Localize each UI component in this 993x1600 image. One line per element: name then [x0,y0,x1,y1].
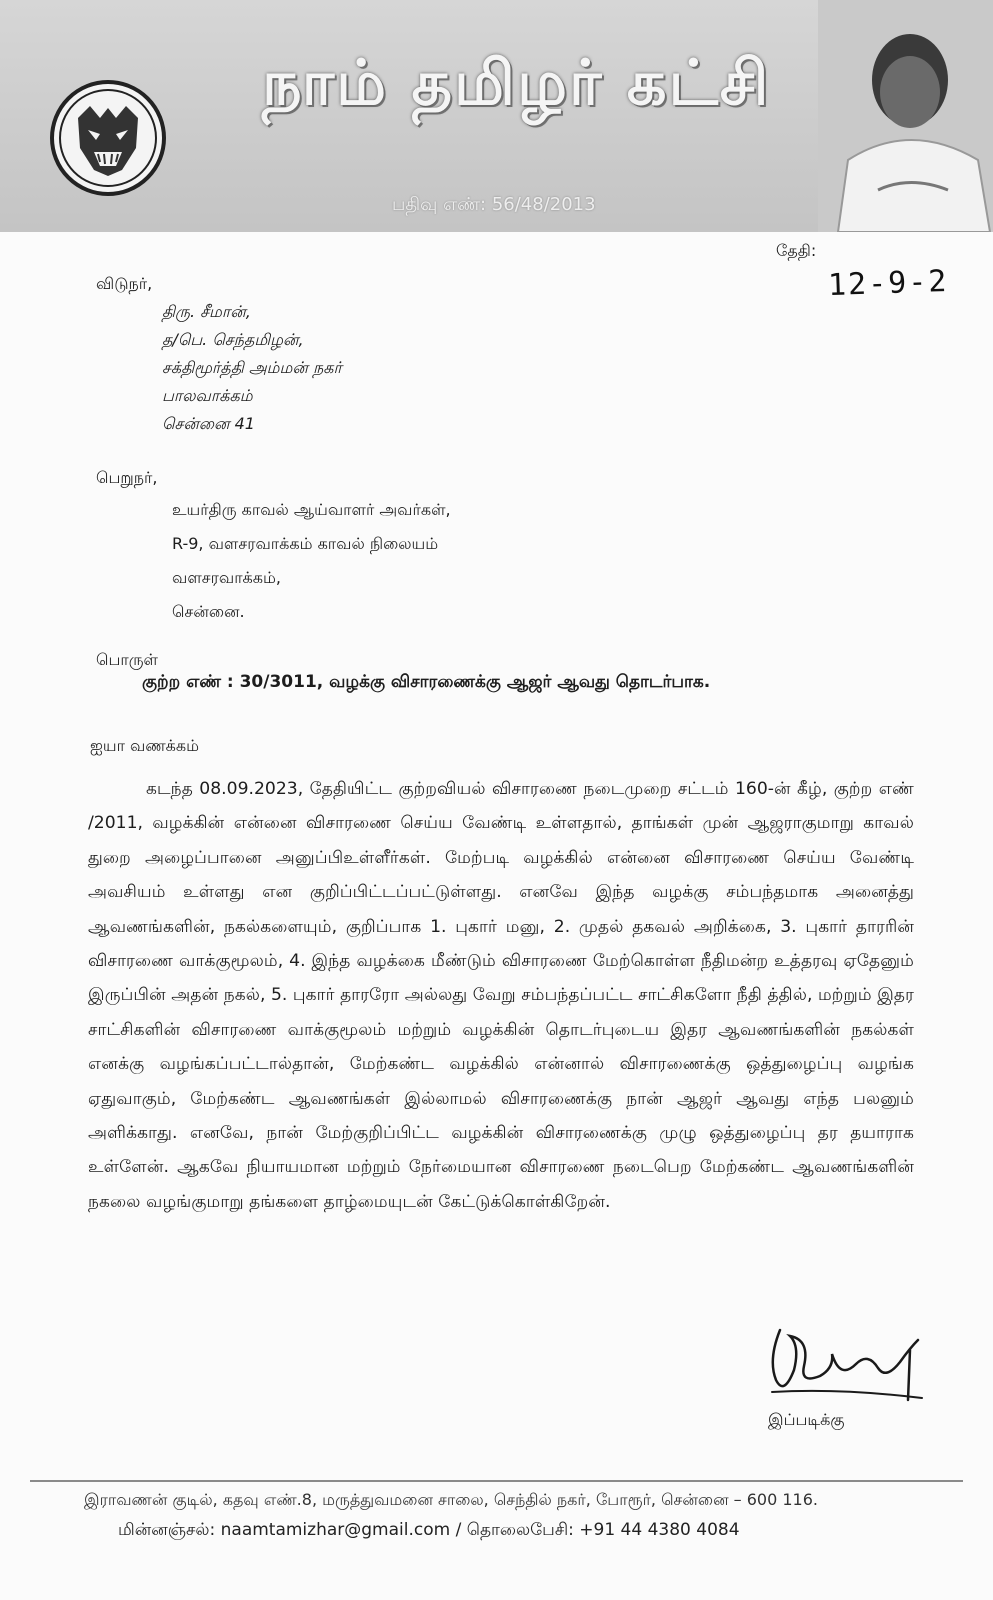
letterhead-banner [0,0,993,232]
sender-line: சென்னை 41 [162,414,255,433]
recipient-line: சென்னை. [172,602,245,621]
sender-line: திரு. சீமான், [162,302,251,321]
subject-text: குற்ற எண் : 30/3011, வழக்கு விசாரணைக்கு ஆஜர் ஆவது தொடர்பாக. [142,672,711,692]
date-label: தேதி: [776,241,817,260]
sender-label: விடுநர், [96,274,153,293]
leader-photo-icon [818,0,993,232]
sender-line: சக்திமூர்த்தி அம்மன் நகர் [162,358,342,377]
sender-address [162,298,342,438]
salutation: ஐயா வணக்கம் [90,736,200,755]
footer-address: இராவணன் குடில், கதவு எண்.8, மருத்துவமனை சாலை, செந்தில் நகர், போரூர், சென்னை – 600 116. [84,1490,818,1509]
sender-line: த/பெ. செந்தமிழன், [162,330,304,349]
recipient-line: R-9, வளசரவாக்கம் காவல் நிலையம் [172,534,439,553]
footer-divider [30,1480,963,1482]
letter-body: கடந்த 08.09.2023, தேதியிட்ட குற்றவியல் விசாரணை நடைமுறை சட்டம் 160-ன் கீழ், குற்ற எண் /2011, வழக்கின் என்னை விசாரணை செய்ய வேண்டி உள்ளதால், தாங்கள் முன் ஆஜராகுமாறு காவல் துறை அழைப்பானை அனுப்பிஉள்ளீர்கள். மேற்படி வழக்கில் என்னை விசாரணை செய்ய வேண்டி அவசியம் உள்ளது என குறிப்பிட்டப்பட்டுள்ளது. எனவே இந்த வழக்கு சம்பந்தமாக அனைத்து ஆவணங்களின், நகல்களையும், குறிப்பாக 1. புகார் மனு, 2. முதல் தகவல் அறிக்கை, 3. புகார் தாரரின் விசாரணை வாக்குமூலம், 4. இந்த வழக்கை மீண்டும் விசாரணை மேற்கொள்ள நீதிமன்ற உத்தரவு ஏதேனும் இருப்பின் அதன் நகல், 5. புகார் தாரரோ அல்லது வேறு சம்பந்தப்பட்ட சாட்சிகளோ நீதி த்தில், மற்றும் இதர சாட்சிகளின் விசாரணை வாக்குமூலம் மற்றும் வழக்கின் தொடர்புடைய இதர ஆவணங்களின் நகல்கள் எனக்கு வழங்கப்பட்டால்தான், மேற்கண்ட வழக்கில் என்னால் விசாரணைக்கு ஒத்துழைப்பு வழங்க ஏதுவாகும், மேற்கண்ட ஆவணங்கள் இல்லாமல் விசாரணைக்கு நான் ஆஜர் ஆவது எந்த பலனும் அளிக்காது. எனவே, நான் மேற்குறிப்பிட்ட வழக்கின் விசாரணைக்கு முழு ஒத்துழைப்பு தர தயாராக உள்ளேன். ஆகவே நியாயமான மற்றும் நேர்மையான விசாரணை நடைபெற மேற்கண்ட ஆவணங்களின் நகலை வழங்குமாறு தங்களை தாழ்மையுடன் கேட்டுக்கொள்கிறேன். [88,779,914,1212]
sender-line: பாலவாக்கம் [162,386,253,405]
tiger-emblem-icon [48,78,168,198]
handwritten-date: 12-9-2 [827,263,949,304]
party-name: நாம் தமிழர் கட்சி [262,46,771,119]
recipient-line: உயர்திரு காவல் ஆய்வாளர் அவர்கள், [172,500,451,519]
recipient-label: பெறுநர், [96,468,158,487]
subject-label: பொருள் [96,650,158,669]
handwritten-signature-icon [760,1310,930,1420]
recipient-line: வளசரவாக்கம், [172,568,281,587]
recipient-address [172,493,451,629]
footer-contact: மின்னஞ்சல்: naamtamizhar@gmail.com / தொலைபேசி: +91 44 4380 4084 [118,1520,740,1540]
registration-number: பதிவு எண்: 56/48/2013 [392,194,596,215]
closing-label: இப்படிக்கு [768,1410,845,1429]
